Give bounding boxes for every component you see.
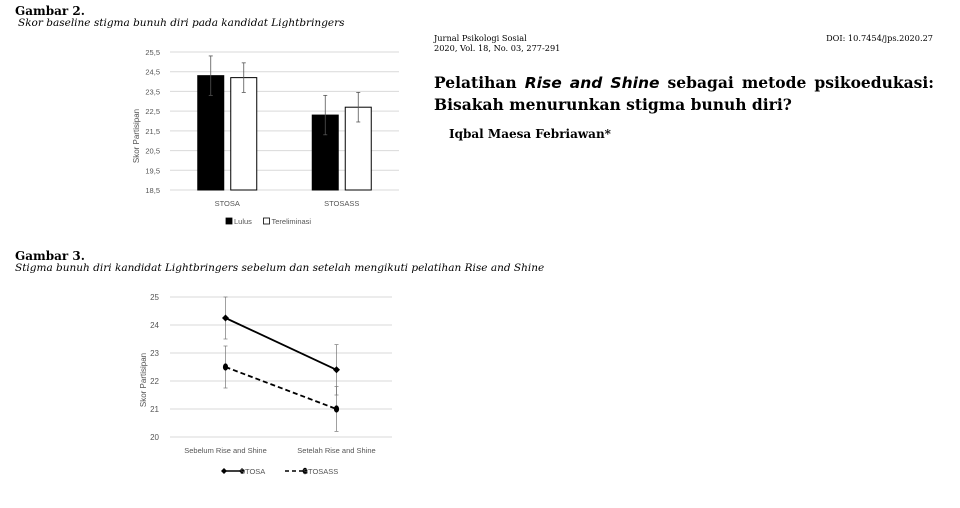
title-part-2: sebagai metode psikoedukasi: Bisakah menurunkan stigma bunuh diri?	[434, 73, 934, 114]
figure2-bar-chart	[125, 40, 420, 235]
figure3-y-axis-label: Skor Partisipan	[139, 352, 148, 408]
article-title	[434, 72, 934, 115]
series-line-stosass	[226, 367, 337, 409]
y-tick-label: 22,5	[145, 107, 160, 117]
x-tick-label: Setelah Rise and Shine	[297, 446, 376, 455]
x-tick-label: STOSASS	[324, 199, 360, 208]
figure3-line-chart	[130, 285, 400, 485]
y-tick-label: 25,5	[145, 48, 160, 57]
bar-tereliminasi	[231, 78, 257, 190]
figure3-label: Gambar 3.	[15, 249, 85, 263]
point-marker	[223, 363, 228, 370]
y-tick-label: 22	[150, 377, 159, 386]
y-tick-label: 24,5	[145, 67, 160, 77]
y-tick-label: 25	[150, 293, 159, 302]
legend-marker	[221, 468, 227, 474]
legend-swatch-lulus	[226, 218, 232, 224]
y-tick-label: 19,5	[145, 166, 160, 176]
journal-issue: 2020, Vol. 18, No. 03, 277-291	[434, 43, 561, 53]
journal-header	[434, 33, 560, 53]
point-marker	[334, 405, 339, 412]
y-tick-label: 21,5	[145, 126, 160, 136]
y-tick-label: 24	[150, 321, 159, 330]
legend-label: STOSASS	[303, 467, 339, 476]
legend-label: Lulus	[234, 217, 252, 226]
article-author: Iqbal Maesa Febriawan*	[449, 127, 611, 141]
journal-doi: DOI: 10.7454/jps.2020.27	[826, 33, 933, 43]
figure2-caption: Skor baseline stigma bunuh diri pada kandidat Lightbringers	[18, 17, 345, 29]
journal-name: Jurnal Psikologi Sosial	[434, 33, 527, 43]
point-marker	[222, 315, 229, 322]
figure2-label: Gambar 2.	[15, 4, 85, 18]
figure2-y-axis-label: Skor Partisipan	[132, 108, 141, 164]
legend-label: STOSA	[240, 467, 266, 476]
y-tick-label: 20	[150, 433, 159, 442]
y-tick-label: 23	[150, 349, 159, 358]
title-part-1: Pelatihan	[434, 73, 525, 92]
y-tick-label: 20,5	[145, 146, 160, 156]
legend-label: Tereliminasi	[271, 217, 312, 226]
x-tick-label: Sebelum Rise and Shine	[184, 446, 267, 455]
x-tick-label: STOSA	[214, 199, 240, 208]
y-tick-label: 21	[150, 405, 159, 414]
title-italic-part: Rise and Shine	[524, 74, 660, 92]
y-tick-label: 18,5	[145, 186, 160, 195]
series-line-stosa	[226, 318, 337, 370]
legend-swatch-tereliminasi	[264, 218, 270, 224]
y-tick-label: 23,5	[145, 87, 160, 97]
point-marker	[333, 366, 340, 373]
figure3-caption: Stigma bunuh diri kandidat Lightbringers sebelum dan setelah mengikuti pelatihan Rise and Shine	[15, 262, 545, 274]
